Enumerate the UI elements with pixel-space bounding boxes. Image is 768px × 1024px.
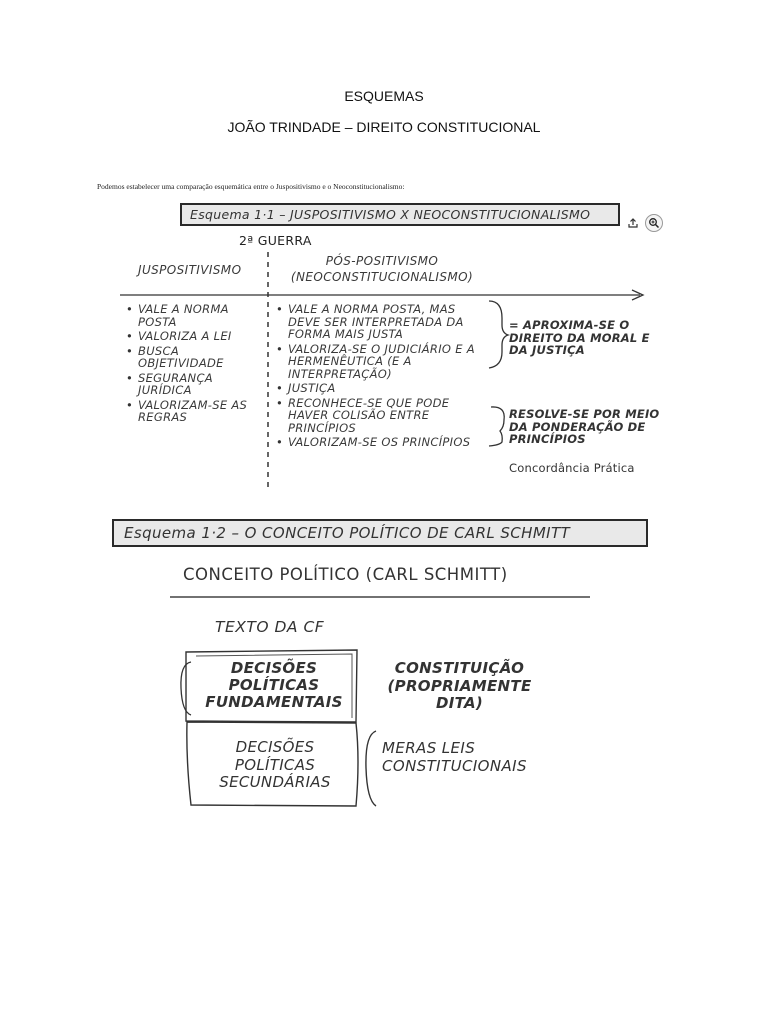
box1-text: DECISÕES POLÍTICAS FUNDAMENTAIS [205, 659, 343, 711]
list-item: • BUSCA OBJETIVIDADE [126, 345, 264, 370]
result1-text: CONSTITUIÇÃO (PROPRIAMENTE DITA) [387, 659, 532, 712]
list-item: • VALORIZAM-SE OS PRINCÍPIOS [276, 436, 488, 449]
scheme2-title: Esquema 1·2 – O CONCEITO POLÍTICO DE CARL SCHMITT [112, 519, 648, 547]
list-item: • VALE A NORMA POSTA [126, 303, 264, 328]
list-item: • JUSTIÇA [276, 382, 488, 395]
page-subtitle: JOÃO TRINDADE – DIREITO CONSTITUCIONAL [227, 119, 541, 135]
list-item: • RECONHECE-SE QUE PODE HAVER COLISÃO ENTRE PRINCÍPIOS [276, 397, 488, 435]
divider-label: 2ª GUERRA [239, 233, 312, 248]
right-heading-line1: PÓS-POSITIVISMO [325, 254, 439, 268]
left-heading: JUSPOSITIVISMO [138, 263, 242, 277]
right-heading-line2: (NEOCONSTITUCIONALISMO) [290, 270, 474, 284]
list-item: • VALORIZA A LEI [126, 330, 264, 343]
scheme2-heading: CONCEITO POLÍTICO (CARL SCHMITT) [183, 565, 508, 584]
list-item: • VALE A NORMA POSTA, MAS DEVE SER INTERPRETADA DA FORMA MAIS JUSTA [276, 303, 488, 341]
note-concordancia: Concordância Prática [509, 461, 635, 475]
box2-text: DECISÕES POLÍTICAS SECUNDÁRIAS [219, 738, 331, 791]
text-cf-label: TEXTO DA CF [215, 618, 325, 636]
list-item: • SEGURANÇA JURÍDICA [126, 372, 264, 397]
result2-text: MERAS LEIS CONSTITUCIONAIS [382, 739, 527, 775]
note-moral: = APROXIMA-SE O DIREITO DA MORAL E DA JUSTIÇA [509, 318, 650, 357]
intro-text: Podemos estabelecer uma comparação esquemática entre o Juspositivismo e o Neoconstitucionalismo: [97, 182, 405, 191]
page-title: ESQUEMAS [344, 88, 424, 104]
scheme1-title: Esquema 1·1 – JUSPOSITIVISMO X NEOCONSTITUCIONALISMO [180, 203, 620, 226]
list-item: • VALORIZA-SE O JUDICIÁRIO E A HERMENÊUTICA (E A INTERPRETAÇÃO) [276, 343, 488, 381]
note-ponderacao: RESOLVE-SE POR MEIO DA PONDERAÇÃO DE PRINCÍPIOS [509, 407, 660, 446]
brace-secundarias [366, 731, 376, 806]
list-item: • VALORIZAM-SE AS REGRAS [126, 399, 264, 424]
